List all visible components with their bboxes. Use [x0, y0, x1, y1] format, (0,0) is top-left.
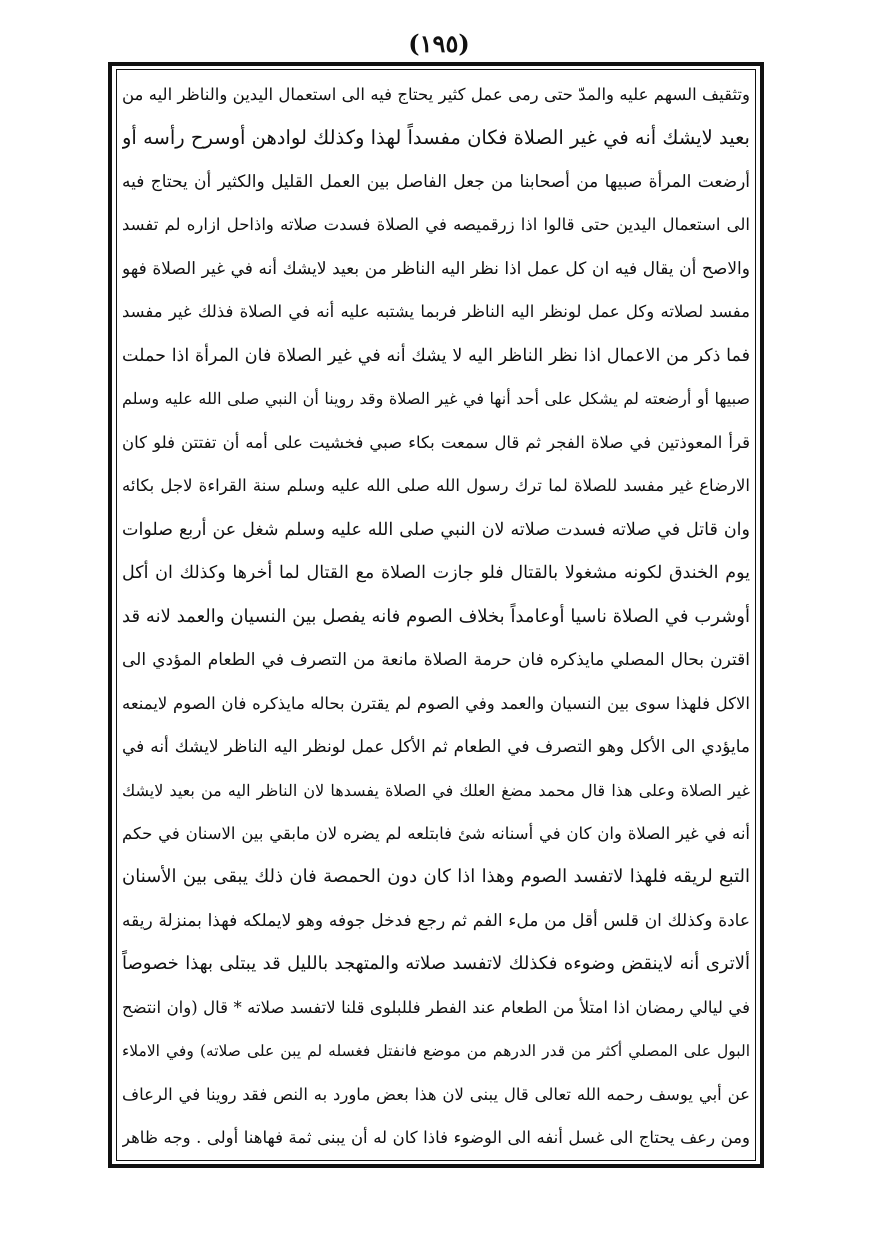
- text-line: أوشرب في الصلاة ناسيا أوعامداً بخلاف الصوم فانه يفصل بين النسيان والعمد لانه قد: [122, 605, 750, 627]
- text-line: ومن رعف يحتاج الى غسل أنفه الى الوضوء فاذا كان له أن يبنى ثمة فهاهنا أولى . وجه ظاهر: [122, 1128, 750, 1148]
- text-line: صبيها أو أرضعته لم يشكل على أحد أنها في غير الصلاة وقد روينا أن النبي صلى الله عليه وسلم: [122, 389, 750, 409]
- text-line: البول على المصلي أكثر من قدر الدرهم من موضع فانفتل فغسله لم يبن على صلاته) وفي الاملاء: [122, 1042, 750, 1061]
- text-line: الى استعمال اليدين حتى قالوا اذا زرقميصه في الصلاة فسدت صلاته واذاحل ازاره لم تفسد: [122, 215, 750, 235]
- text-line: فما ذكر من الاعمال اذا نظر الناظر اليه لا يشك أنه في غير الصلاة فان المرأة اذا حملت: [122, 345, 750, 366]
- text-line: مايؤدي الى الأكل وهو التصرف في الطعام ثم الأكل عمل لونظر اليه الناظر لايشك أنه في: [122, 737, 750, 758]
- text-line: يوم الخندق لكونه مشغولا بالقتال فلو جازت الصلاة مع القتال لما أخرها وكذلك ان أكل: [122, 563, 750, 584]
- text-line: وتثقيف السهم عليه والمدّ حتى رمى عمل كثير يحتاج فيه الى استعمال اليدين والناظر اليه من: [122, 85, 750, 104]
- text-line: بعيد لايشك أنه في غير الصلاة فكان مفسداً لهذا وكذلك لوادهن أوسرح رأسه أو: [122, 126, 750, 150]
- page-number: (١٩٥): [408, 29, 470, 58]
- text-line: أنه في غير الصلاة وان كان في أسنانه شئ فابتلعه لم يضره لان مابقي بين الاسنان في حكم: [122, 823, 750, 843]
- body-text: [122, 78, 750, 1156]
- text-line: مفسد لصلاته وكل عمل لونظر اليه الناظر فربما يشتبه عليه أنه في الصلاة فذلك غير مفسد: [122, 302, 750, 322]
- text-line: الارضاع غير مفسد للصلاة لما ترك رسول الله صلى الله عليه وسلم سنة القراءة لاجل بكائه: [122, 476, 750, 496]
- text-line: والاصح أن يقال فيه ان كل عمل اذا نظر اليه الناظر من بعيد لايشك أنه في غير الصلاة فهو: [122, 258, 750, 279]
- text-line: التبع لريقه فلهذا لاتفسد الصوم وهذا اذا كان دون الحمصة فان ذلك يبقى بين الأسنان: [122, 866, 750, 888]
- text-line: أرضعت المرأة صبيها من أصحابنا من جعل الفاصل بين العمل القليل والكثير أن يحتاج فيه: [122, 171, 750, 192]
- text-line: عادة وكذلك ان قلس أقل من ملء الفم ثم رجع فدخل جوفه وهو لايملكه فهذا بمنزلة ريقه: [122, 910, 750, 931]
- text-line: اقترن بحال المصلي مايذكره فان حرمة الصلاة مانعة من التصرف في الطعام المؤدي الى: [122, 650, 750, 671]
- text-line: في ليالي رمضان اذا امتلأ من الطعام عند الفطر فللبلوى قلنا لاتفسد صلاته * قال (وان انتضح: [122, 997, 750, 1017]
- text-line: الاكل فلهذا سوى بين النسيان والعمد وفي الصوم لم يقترن بحاله مايذكره فان الصوم لايمنعه: [122, 693, 750, 713]
- text-line: ألاترى أنه لاينقض وضوءه فكذلك لاتفسد صلاته والمتهجد بالليل قد يبتلى بهذا خصوصاً: [122, 953, 750, 975]
- text-line: غير الصلاة وعلى هذا قال محمد مضغ العلك في الصلاة يفسدها لان الناظر اليه من بعيد لايشك: [122, 780, 750, 800]
- text-line: وان قاتل في صلاته فسدت صلاته لان النبي صلى الله عليه وسلم شغل عن أربع صلوات: [122, 519, 750, 540]
- text-line: عن أبي يوسف رحمه الله تعالى قال يبنى لان هذا بعض ماورد به النص فقد روينا في الرعاف: [122, 1084, 750, 1104]
- text-line: قرأ المعوذتين في صلاة الفجر ثم قال سمعت بكاء صبي فخشيت على أمه أن تفتتن فلو كان: [122, 432, 750, 452]
